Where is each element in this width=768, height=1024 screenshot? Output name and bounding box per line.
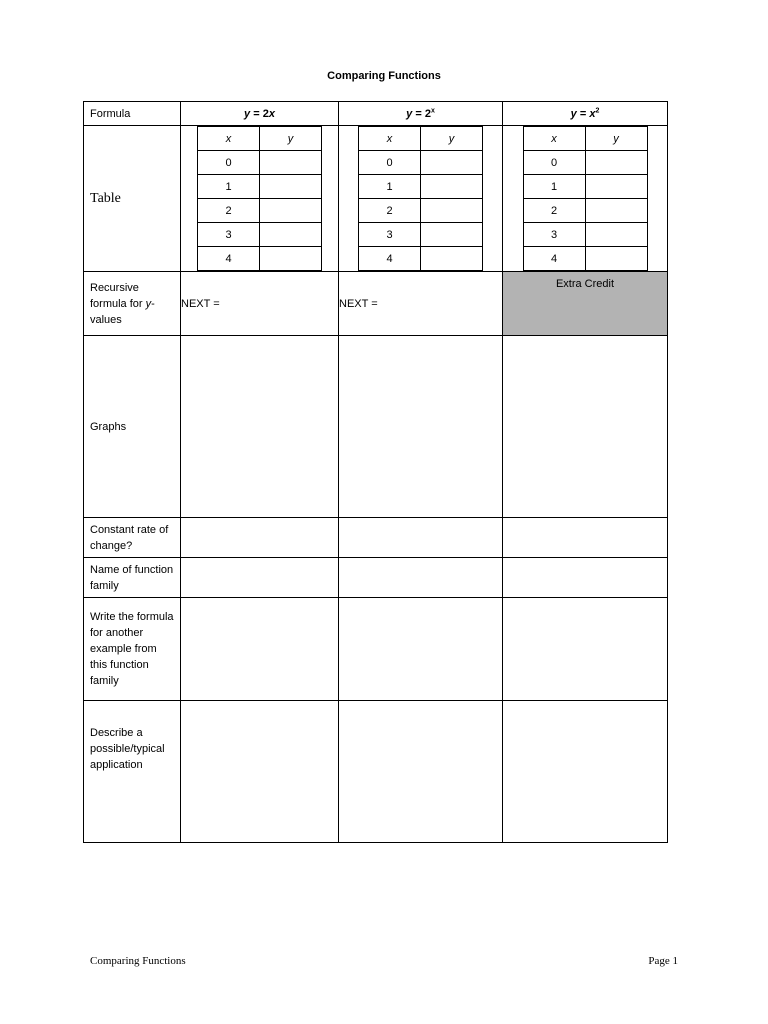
constant-label: Constant rate of change? — [84, 518, 181, 558]
x-value: 0 — [523, 151, 585, 175]
formula-y: y — [244, 107, 251, 120]
y-header: y — [421, 127, 483, 151]
y-value-blank[interactable] — [585, 199, 647, 223]
comparing-functions-table — [83, 101, 668, 843]
xy-row — [198, 175, 322, 199]
family-cell-quadratic[interactable] — [503, 558, 668, 598]
xy-row — [359, 223, 483, 247]
write-cell-quadratic[interactable] — [503, 598, 668, 701]
family-label: Name of function family — [84, 558, 181, 598]
extra-credit-cell: Extra Credit — [503, 272, 668, 336]
x-value: 2 — [523, 199, 585, 223]
constant-row — [84, 518, 668, 558]
x-value: 1 — [198, 175, 260, 199]
formula-label: Formula — [84, 102, 181, 126]
formula-eq: = — [412, 107, 425, 120]
formula-y: y — [570, 107, 577, 120]
y-value-blank[interactable] — [260, 175, 322, 199]
write-cell-linear[interactable] — [181, 598, 339, 701]
x-value: 3 — [359, 223, 421, 247]
xy-row — [523, 175, 647, 199]
formula-cell-linear — [181, 102, 339, 126]
y-value-blank[interactable] — [585, 151, 647, 175]
xy-row — [198, 199, 322, 223]
y-value-blank[interactable] — [421, 199, 483, 223]
x-value: 0 — [359, 151, 421, 175]
x-value: 2 — [359, 199, 421, 223]
write-cell-exponential[interactable] — [339, 598, 503, 701]
xy-row — [523, 223, 647, 247]
xy-row — [523, 151, 647, 175]
xy-table-cell-quadratic — [503, 126, 668, 272]
x-header: x — [523, 127, 585, 151]
describe-cell-quadratic[interactable] — [503, 701, 668, 843]
y-value-blank[interactable] — [260, 247, 322, 271]
formula-exponent: 2 — [595, 106, 600, 114]
xy-row — [523, 247, 647, 271]
xy-row — [359, 199, 483, 223]
formula-var: x — [589, 107, 596, 120]
xy-row — [198, 247, 322, 271]
describe-label: Describe a possible/typical application — [84, 701, 181, 843]
xy-row — [359, 247, 483, 271]
x-value: 0 — [198, 151, 260, 175]
constant-cell-linear[interactable] — [181, 518, 339, 558]
recursive-label: Recursive formula for y-values — [84, 272, 181, 336]
formula-var: x — [268, 107, 275, 120]
y-value-blank[interactable] — [421, 223, 483, 247]
formula-y: y — [406, 107, 413, 120]
xy-header-row — [359, 127, 483, 151]
describe-row — [84, 701, 668, 843]
y-header: y — [585, 127, 647, 151]
x-value: 1 — [523, 175, 585, 199]
y-value-blank[interactable] — [421, 151, 483, 175]
graph-cell-linear[interactable] — [181, 336, 339, 518]
x-header: x — [359, 127, 421, 151]
y-value-blank[interactable] — [421, 247, 483, 271]
xy-row — [359, 151, 483, 175]
x-header: x — [198, 127, 260, 151]
next-cell-exponential[interactable]: NEXT = — [339, 272, 503, 336]
write-label: Write the formula for another example from this function family — [84, 598, 181, 701]
x-value: 3 — [523, 223, 585, 247]
formula-eq: = — [576, 107, 590, 120]
constant-cell-quadratic[interactable] — [503, 518, 668, 558]
constant-cell-exponential[interactable] — [339, 518, 503, 558]
y-value-blank[interactable] — [585, 175, 647, 199]
describe-cell-exponential[interactable] — [339, 701, 503, 843]
x-value: 4 — [198, 247, 260, 271]
xy-table-cell-linear — [181, 126, 339, 272]
table-label: Table — [84, 126, 181, 272]
graphs-row — [84, 336, 668, 518]
page-title: Comparing Functions — [327, 70, 441, 82]
y-value-blank[interactable] — [260, 199, 322, 223]
graph-cell-quadratic[interactable] — [503, 336, 668, 518]
xy-table-cell-exponential — [339, 126, 503, 272]
formula-base: 2 — [424, 107, 431, 120]
xy-table — [358, 126, 483, 271]
write-row — [84, 598, 668, 701]
graph-cell-exponential[interactable] — [339, 336, 503, 518]
xy-table — [197, 126, 322, 271]
x-value: 4 — [523, 247, 585, 271]
y-value-blank[interactable] — [585, 247, 647, 271]
y-value-blank[interactable] — [585, 223, 647, 247]
x-value: 3 — [198, 223, 260, 247]
y-value-blank[interactable] — [260, 151, 322, 175]
formula-cell-exponential — [339, 102, 503, 126]
next-cell-linear[interactable]: NEXT = — [181, 272, 339, 336]
xy-row — [523, 199, 647, 223]
family-row — [84, 558, 668, 598]
formula-cell-quadratic — [503, 102, 668, 126]
x-value: 4 — [359, 247, 421, 271]
y-header: y — [260, 127, 322, 151]
family-cell-linear[interactable] — [181, 558, 339, 598]
y-value-blank[interactable] — [260, 223, 322, 247]
describe-cell-linear[interactable] — [181, 701, 339, 843]
xy-row — [198, 151, 322, 175]
formula-eq: = — [250, 107, 263, 120]
xy-row — [198, 223, 322, 247]
y-value-blank[interactable] — [421, 175, 483, 199]
x-value: 2 — [198, 199, 260, 223]
family-cell-exponential[interactable] — [339, 558, 503, 598]
formula-base: 2 — [262, 107, 269, 120]
x-value: 1 — [359, 175, 421, 199]
xy-table — [523, 126, 648, 271]
recursive-row — [84, 272, 668, 336]
xy-header-row — [198, 127, 322, 151]
table-row — [84, 126, 668, 272]
xy-header-row — [523, 127, 647, 151]
footer-title: Comparing Functions — [90, 955, 186, 967]
formula-row — [84, 102, 668, 126]
xy-row — [359, 175, 483, 199]
footer-page-number: Page 1 — [648, 955, 678, 967]
graphs-label: Graphs — [84, 336, 181, 518]
formula-exponent: x — [430, 106, 435, 114]
